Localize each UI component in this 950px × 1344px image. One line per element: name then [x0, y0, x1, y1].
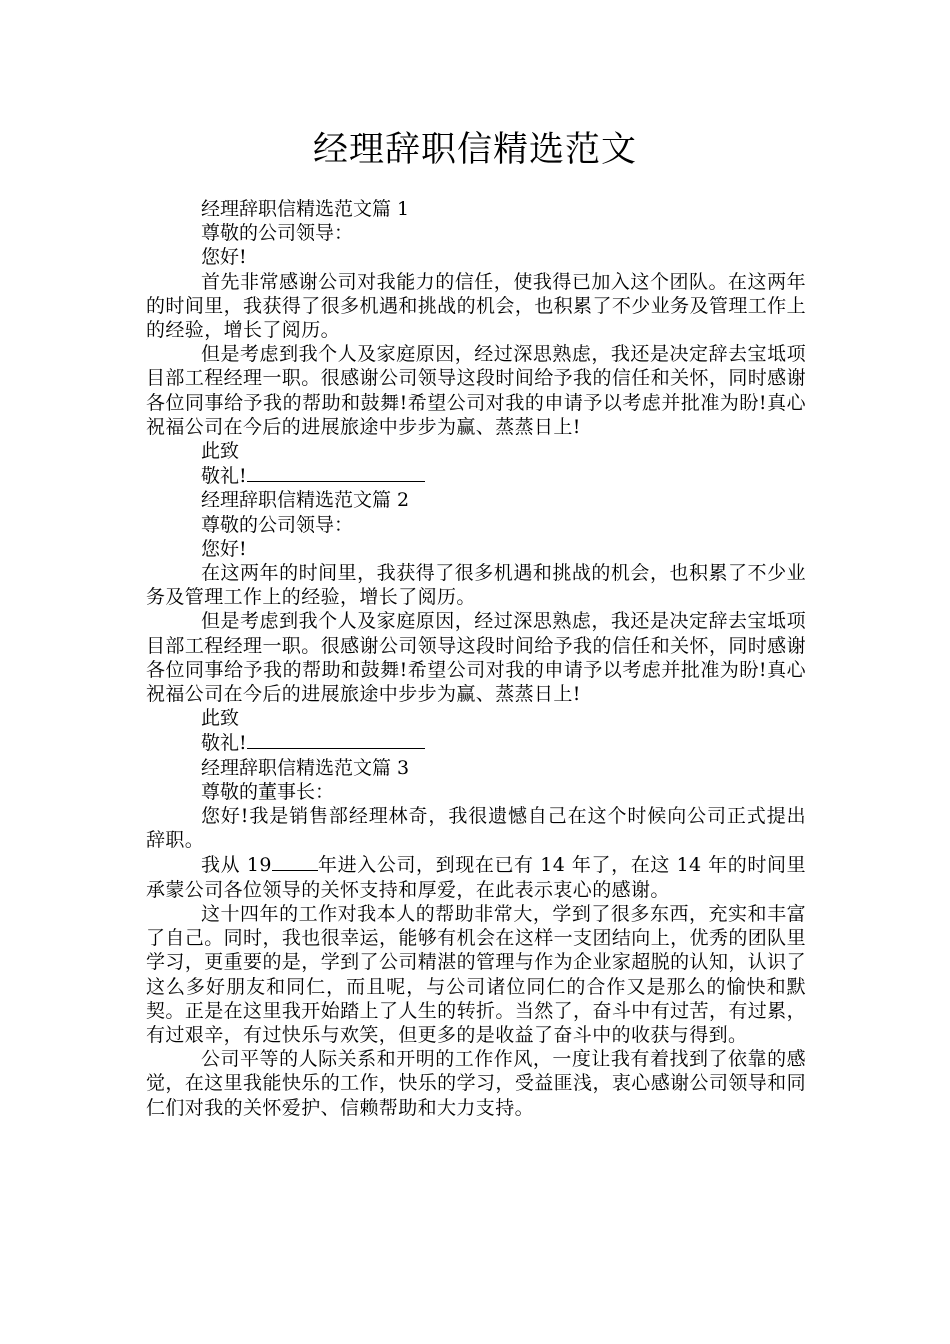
letter1-greeting: 您好! [201, 246, 247, 269]
letter2-closing-text: 敬礼! [201, 732, 247, 755]
signature-blank [247, 730, 425, 749]
year-blank [272, 852, 318, 871]
letter1-salutation: 尊敬的公司领导： [201, 222, 354, 245]
letter3-paragraph-3: 这十四年的工作对我本人的帮助非常大，学到了很多东西，充实和丰富了自己。同时，我也很幸运，能够有机会在这样一支团结向上，优秀的团队里学习，更重要的是，学到了公司精湛的管理与作为企业家超脱的认知，认识了这么多好朋友和同仁，而且呢，与公司诸位同仁的合作又是那么的愉快和默契。正是在这里我开始踏上了人生的转折。当然了，奋斗中有过苦，有过累，有过艰辛，有过快乐与欢笑，但更多的是收益了奋斗中的收获与得到。 [146, 902, 806, 1046]
letter1-closing-text: 敬礼! [201, 465, 247, 488]
letter1-closing-2 [146, 463, 806, 488]
letter1-closing-1: 此致 [201, 440, 240, 463]
letter1-heading: 经理辞职信精选范文篇 1 [201, 198, 410, 220]
letter3-paragraph-2-end: 年进入公司，到现在已有 14 年了，在这 14 年的时间里承蒙公司各位领导的关怀支持和厚爱，在此表示衷心的感谢。 [146, 854, 806, 901]
letter2-paragraph-1: 在这两年的时间里，我获得了很多机遇和挑战的机会，也积累了不少业务及管理工作上的经验，增长了阅历。 [146, 562, 806, 609]
letter2-paragraph-2: 但是考虑到我个人及家庭原因，经过深思熟虑，我还是决定辞去宝坻项目部工程经理一职。很感谢公司领导这段时间给予我的信任和关怀，同时感谢各位同事给予我的帮助和鼓舞!希望公司对我的申请予以考虑并批准为盼!真心祝福公司在今后的进展旅途中步步为赢、蒸蒸日上! [146, 610, 806, 706]
signature-blank [247, 463, 425, 482]
letter3-paragraph-1: 您好!我是销售部经理林奇，我很遗憾自己在这个时候向公司正式提出辞职。 [146, 805, 806, 852]
letter3-paragraph-2-start: 我从 19 [201, 854, 272, 877]
letter2-heading: 经理辞职信精选范文篇 2 [201, 489, 410, 512]
document-body [146, 197, 806, 1120]
letter2-closing-1: 此致 [201, 707, 240, 730]
letter2-salutation: 尊敬的公司领导： [201, 513, 354, 536]
letter2-greeting: 您好! [201, 537, 247, 560]
letter3-paragraph-2 [146, 852, 806, 901]
letter3-heading: 经理辞职信精选范文篇 3 [201, 756, 410, 779]
letter1-paragraph-1: 首先非常感谢公司对我能力的信任，使我得已加入这个团队。在这两年的时间里，我获得了很多机遇和挑战的机会，也积累了不少业务及管理工作上的经验，增长了阅历。 [146, 270, 806, 342]
letter1-paragraph-2: 但是考虑到我个人及家庭原因，经过深思熟虑，我还是决定辞去宝坻项目部工程经理一职。很感谢公司领导这段时间给予我的信任和关怀，同时感谢各位同事给予我的帮助和鼓舞!希望公司对我的申请予以考虑并批准为盼!真心祝福公司在今后的进展旅途中步步为赢、蒸蒸日上! [146, 343, 806, 438]
letter3-salutation: 尊敬的董事长： [201, 780, 335, 803]
document-title: 经理辞职信精选范文 [312, 130, 637, 170]
letter3-paragraph-4: 公司平等的人际关系和开明的工作作风，一度让我有着找到了依靠的感觉，在这里我能快乐的工作，快乐的学习，受益匪浅，衷心感谢公司领导和同仁们对我的关怀爱护、信赖帮助和大力支持。 [146, 1048, 806, 1119]
letter2-closing-2 [146, 730, 806, 755]
